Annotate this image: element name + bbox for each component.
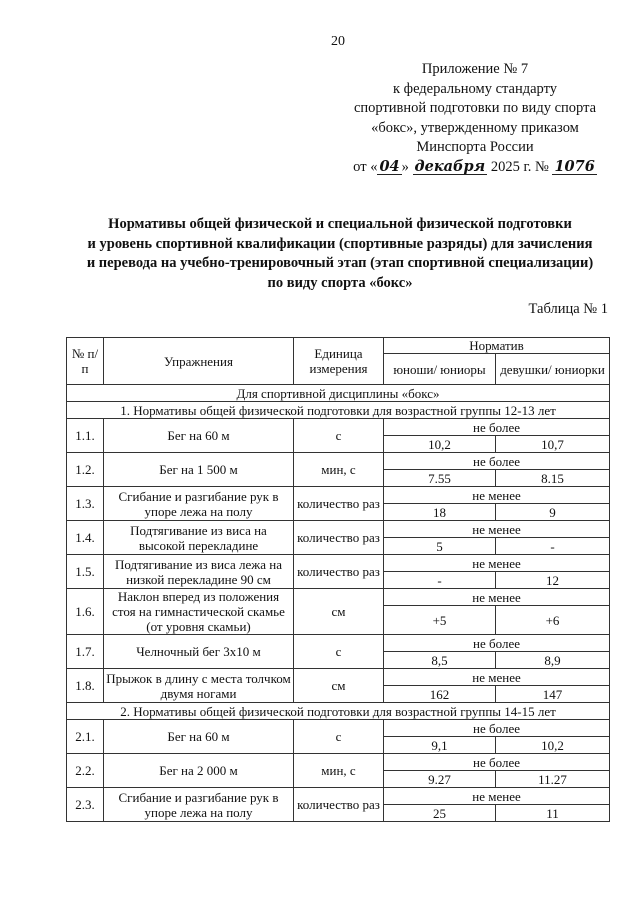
row-num: 2.2. bbox=[67, 754, 104, 788]
row-unit: см bbox=[294, 669, 384, 703]
header-girls: девушки/ юниорки bbox=[496, 354, 610, 385]
row-boys-value: 5 bbox=[384, 538, 496, 555]
row-boys-value: - bbox=[384, 572, 496, 589]
row-girls-value: 10,2 bbox=[496, 737, 610, 754]
row-boys-value: 9.27 bbox=[384, 771, 496, 788]
row-criterion: не более bbox=[384, 635, 610, 652]
annex-line: Минспорта России bbox=[416, 139, 534, 155]
row-num: 1.2. bbox=[67, 453, 104, 487]
row-unit: с bbox=[294, 720, 384, 754]
row-criterion: не менее bbox=[384, 487, 610, 504]
order-number-handwritten: 1076 bbox=[554, 157, 595, 175]
row-unit: количество раз bbox=[294, 487, 384, 521]
page-number: 20 bbox=[331, 34, 345, 49]
section-title: 2. Нормативы общей физической подготовки для возрастной группы 14-15 лет bbox=[67, 703, 610, 720]
order-prefix: от « bbox=[353, 158, 378, 175]
row-exercise: Подтягивание из виса на высокой перекладине bbox=[104, 521, 294, 555]
row-criterion: не более bbox=[384, 453, 610, 470]
annex-line: «бокс», утвержденному приказом bbox=[371, 119, 579, 136]
annex-block bbox=[340, 60, 610, 177]
row-exercise: Прыжок в длину с места толчком двумя ногами bbox=[104, 669, 294, 703]
header-norm: Норматив bbox=[384, 338, 610, 354]
row-girls-value: 11.27 bbox=[496, 771, 610, 788]
row-unit: количество раз bbox=[294, 788, 384, 822]
title-line: по виду спорта «бокс» bbox=[267, 274, 413, 291]
row-boys-value: 9,1 bbox=[384, 737, 496, 754]
row-boys-value: 18 bbox=[384, 504, 496, 521]
row-boys-value: 8,5 bbox=[384, 652, 496, 669]
row-boys-value: 7.55 bbox=[384, 470, 496, 487]
row-criterion: не более bbox=[384, 419, 610, 436]
row-unit: с bbox=[294, 635, 384, 669]
row-criterion: не менее bbox=[384, 589, 610, 606]
row-criterion: не менее bbox=[384, 788, 610, 805]
row-exercise: Бег на 60 м bbox=[104, 720, 294, 754]
annex-line: к федеральному стандарту bbox=[393, 80, 557, 97]
row-girls-value: 147 bbox=[496, 686, 610, 703]
row-unit: мин, с bbox=[294, 453, 384, 487]
row-boys-value: 25 bbox=[384, 805, 496, 822]
header-exercise: Упражнения bbox=[104, 338, 294, 385]
row-unit: с bbox=[294, 419, 384, 453]
row-num: 1.6. bbox=[67, 589, 104, 635]
header-unit: Единица измерения bbox=[294, 338, 384, 385]
row-girls-value: 12 bbox=[496, 572, 610, 589]
row-unit: количество раз bbox=[294, 555, 384, 589]
row-girls-value: 10,7 bbox=[496, 436, 610, 453]
row-num: 1.3. bbox=[67, 487, 104, 521]
order-day-handwritten: 04 bbox=[379, 157, 400, 175]
order-month-handwritten: декабря bbox=[414, 157, 486, 175]
row-num: 1.4. bbox=[67, 521, 104, 555]
row-girls-value: +6 bbox=[496, 606, 610, 635]
row-girls-value: 8.15 bbox=[496, 470, 610, 487]
header-boys: юноши/ юниоры bbox=[384, 354, 496, 385]
row-unit: количество раз bbox=[294, 521, 384, 555]
section-title: 1. Нормативы общей физической подготовки для возрастной группы 12-13 лет bbox=[67, 402, 610, 419]
row-num: 1.5. bbox=[67, 555, 104, 589]
row-unit: мин, с bbox=[294, 754, 384, 788]
title-line: и перевода на учебно-тренировочный этап (этап спортивной специализации) bbox=[86, 255, 594, 271]
row-exercise: Сгибание и разгибание рук в упоре лежа на полу bbox=[104, 788, 294, 822]
row-num: 2.1. bbox=[67, 720, 104, 754]
row-exercise: Бег на 2 000 м bbox=[104, 754, 294, 788]
row-num: 1.1. bbox=[67, 419, 104, 453]
row-exercise: Подтягивание из виса лежа на низкой перекладине 90 см bbox=[104, 555, 294, 589]
annex-line: спортивной подготовки по виду спорта bbox=[353, 100, 597, 116]
norms-table bbox=[66, 337, 610, 822]
row-num: 2.3. bbox=[67, 788, 104, 822]
row-exercise: Наклон вперед из положения стоя на гимнастической скамье (от уровня скамьи) bbox=[104, 589, 294, 635]
row-criterion: не менее bbox=[384, 521, 610, 538]
row-girls-value: - bbox=[496, 538, 610, 555]
row-girls-value: 9 bbox=[496, 504, 610, 521]
row-unit: см bbox=[294, 589, 384, 635]
discipline-row: Для спортивной дисциплины «бокс» bbox=[67, 385, 610, 402]
row-num: 1.7. bbox=[67, 635, 104, 669]
title-line: Нормативы общей физической и специальной физической подготовки bbox=[108, 216, 572, 232]
row-exercise: Сгибание и разгибание рук в упоре лежа на полу bbox=[104, 487, 294, 521]
row-boys-value: 10,2 bbox=[384, 436, 496, 453]
table-label: Таблица № 1 bbox=[528, 301, 608, 317]
order-mid: » bbox=[401, 158, 409, 175]
header-num: № п/п bbox=[67, 338, 104, 385]
row-criterion: не менее bbox=[384, 555, 610, 572]
order-year: 2025 г. № bbox=[490, 158, 549, 175]
annex-line: Приложение № 7 bbox=[421, 61, 529, 77]
row-num: 1.8. bbox=[67, 669, 104, 703]
document-title bbox=[60, 215, 620, 293]
row-criterion: не более bbox=[384, 720, 610, 737]
row-boys-value: +5 bbox=[384, 606, 496, 635]
row-exercise: Челночный бег 3х10 м bbox=[104, 635, 294, 669]
row-criterion: не более bbox=[384, 754, 610, 771]
row-girls-value: 11 bbox=[496, 805, 610, 822]
row-exercise: Бег на 60 м bbox=[104, 419, 294, 453]
order-date-line bbox=[340, 158, 610, 178]
row-exercise: Бег на 1 500 м bbox=[104, 453, 294, 487]
title-line: и уровень спортивной квалификации (спортивные разряды) для зачисления bbox=[87, 235, 593, 252]
row-boys-value: 162 bbox=[384, 686, 496, 703]
row-criterion: не менее bbox=[384, 669, 610, 686]
row-girls-value: 8,9 bbox=[496, 652, 610, 669]
